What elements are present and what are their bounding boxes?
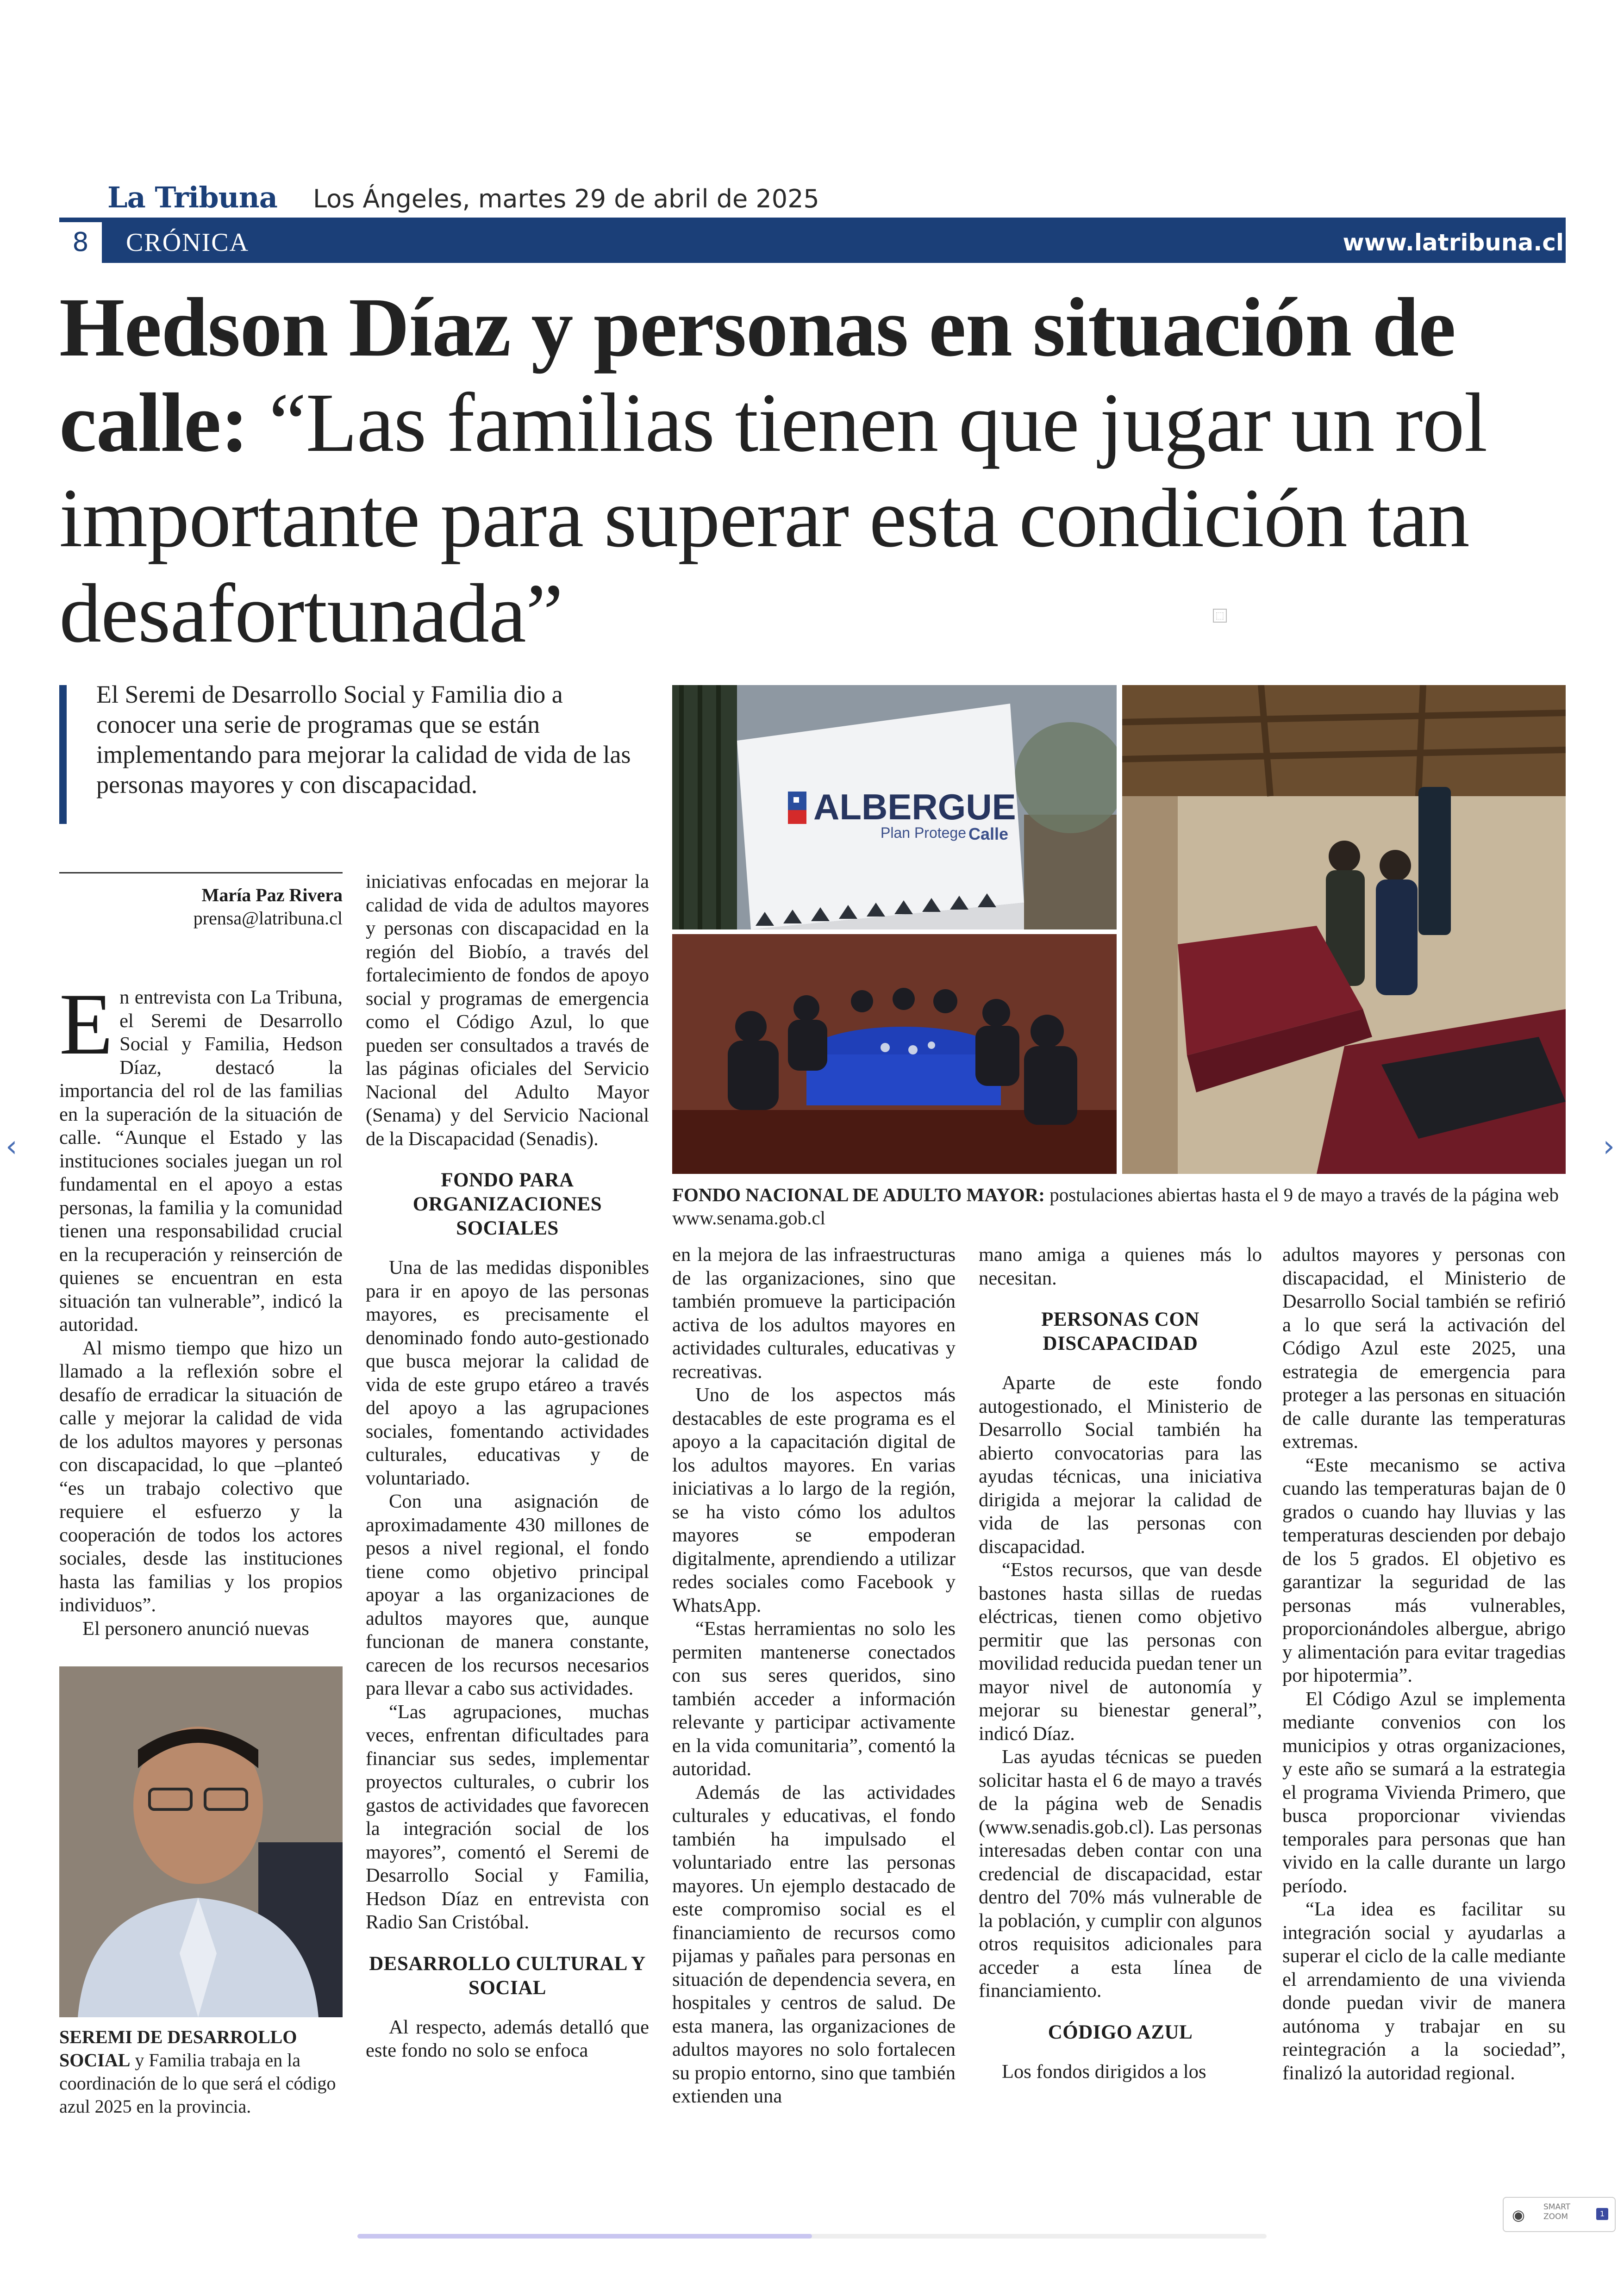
body-paragraph: Aparte de este fondo autogestionado, el Ministerio de Desarrollo Social también ha abierto convocatorias para las ayudas técnicas, una iniciativa dirigida a mejorar la calidad de vida de las personas con discapacidad. [979, 1372, 1262, 1558]
byline-email[interactable]: prensa@latribuna.cl [193, 908, 343, 929]
room-illustration [1122, 685, 1566, 1174]
body-paragraph: Uno de los aspectos más destacables de este programa es el apoyo a la capacitación digital de los adultos mayores. En varias iniciativas a lo largo de la región, se ha visto cómo los adultos mayores se empoderan digitalmente, aprendiendo a utilizar redes sociales como Facebook y WhatsApp. [672, 1384, 956, 1616]
body-column-3 [672, 1243, 956, 2108]
body-paragraph: Con una asignación de aproximadamente 430 millones de pesos a nivel regional, el fondo tiene como objetivo principal apoyar a las organizaciones de adultos mayores que, aunque funcionan de manera constante, carecen de los recursos necesarios para llevar a cabo sus actividades. [366, 1491, 649, 1699]
subhead-personas-discapacidad: PERSONAS CON DISCAPACIDAD [1041, 1309, 1199, 1354]
body-paragraph: “La idea es facilitar su integración social y ayudarlas a superar el ciclo de la calle mediante el arrendamiento de una vivienda donde puedan vivir de manera autónoma y trabajar en su reintegración a la sociedad”, finalizó la autoridad regional. [1282, 1898, 1566, 2084]
headline [59, 280, 1566, 661]
subhead-codigo-azul: CÓDIGO AZUL [1048, 2021, 1193, 2043]
body-column-4 [979, 1243, 1262, 2083]
eye-icon: ◉ [1512, 2206, 1525, 2224]
website-url: www.latribuna.cl [1343, 229, 1564, 256]
body-paragraph: en la mejora de las infraestructuras de las organizaciones, sino que también promueve la participación activa de los adultos mayores en actividades culturales, educativas y recreativas. [672, 1244, 956, 1383]
body-column-5 [1282, 1243, 1566, 2085]
portrait-caption-text: y Familia trabaja en la coordinación de lo que será el código azul 2025 en la provincia. [59, 2050, 336, 2117]
subhead-fondo-organizaciones: FONDO PARA ORGANIZACIONES SOCIALES [412, 1169, 602, 1239]
smart-zoom-label: SMART ZOOM [1543, 2202, 1571, 2221]
headline-quote: “Las familias tienen que jugar un rol importante para superar esta condición tan desafortunada” [59, 376, 1487, 660]
sign-subtitle: Plan Protege [881, 824, 967, 841]
albergue-illustration [672, 685, 1117, 929]
section-bar [59, 222, 1566, 263]
chevron-right-icon[interactable]: › [1603, 1129, 1615, 1164]
chevron-left-icon[interactable]: ‹ [6, 1129, 18, 1164]
newspaper-logo: La Tribuna [107, 181, 277, 214]
lead-paragraph: El Seremi de Desarrollo Social y Familia dio a conocer una serie de programas que se están implementando para mejorar la calidad de vida de las personas mayores y con discapacidad. [96, 680, 631, 798]
page-number: 8 [59, 222, 102, 263]
body-paragraph: Al mismo tiempo que hizo un llamado a la reflexión sobre el desafío de erradicar la situación de calle y mejorar la calidad de vida de los adultos mayores y personas con discapacidad, lo que –planteó “es un trabajo colectivo que requiere el esfuerzo y la cooperación de todos los actores sociales, desde las instituciones hasta las familias y los propios individuos”. [59, 1337, 343, 1616]
photo-meeting [672, 934, 1117, 1174]
section-name: CRÓNICA [126, 228, 250, 257]
byline-name: María Paz Rivera [201, 885, 343, 905]
subhead-desarrollo-cultural: DESARROLLO CULTURAL Y SOCIAL [369, 1952, 646, 1999]
smart-zoom-badge: 1 [1596, 2208, 1608, 2220]
photo-albergue-sign [672, 685, 1117, 929]
anchor-icon: ⬚ [1213, 609, 1227, 623]
headline-bold: Hedson Díaz y personas en situación de calle: [59, 281, 1455, 469]
sign-title: ALBERGUE [813, 786, 1016, 827]
portrait-illustration [59, 1666, 343, 2017]
body-paragraph: adultos mayores y personas con discapacidad, el Ministerio de Desarrollo Social también se refirió a lo que será la activación del Código Azul este 2025, una estrategia de emergencia para proteger a las personas en situación de calle durante las temperaturas extremas. [1282, 1244, 1566, 1453]
body-paragraph: “Estas herramientas no solo les permiten mantenerse conectados con sus seres queridos, sino también acceder a información relevante y participar activamente en la vida comunitaria”, comentó la autoridad. [672, 1618, 956, 1780]
body-paragraph: El Código Azul se implementa mediante convenios con los municipios y otras organizaciones, y este año se sumará a la estrategia el programa Vivienda Primero, que busca proporcionar viviendas temporales para personas que han vivido en la calle durante un largo período. [1282, 1688, 1566, 1897]
body-column-2 [366, 870, 649, 2063]
body-paragraph: mano amiga a quienes más lo necesitan. [979, 1244, 1262, 1289]
body-paragraph: En entrevista con La Tribuna, el Seremi de Desarrollo Social y Familia, Hedson Díaz, destacó la importancia del rol de las familias en la superación de la situación de calle. “Aunque el Estado y las instituciones sociales juegan un rol fundamental en el apoyo a estas personas, la familia y la comunidad tienen una responsabilidad crucial en la recuperación y reinserción de quienes se encuentran en esta situación tan vulnerable”, indicó la autoridad. [59, 976, 343, 1335]
photo-shelter-room [1122, 685, 1566, 1174]
sign-subtitle-bold: Calle [968, 824, 1009, 843]
body-paragraph: Al respecto, además detalló que este fondo no solo se enfoca [366, 2016, 649, 2061]
byline-rule [59, 872, 343, 873]
page-progress-fill [357, 2234, 812, 2239]
portrait-caption-bold: SEREMI DE DESARROLLO SOCIAL [59, 2027, 297, 2070]
drop-cap: E [59, 976, 113, 1073]
body-paragraph: El personero anunció nuevas [82, 1617, 309, 1640]
dateline: Los Ángeles, martes 29 de abril de 2025 [313, 184, 819, 213]
body-paragraph: Los fondos dirigidos a los [1002, 2060, 1206, 2083]
body-paragraph: “Las agrupaciones, muchas veces, enfrentan dificultades para financiar sus sedes, implementar proyectos culturales, o cubrir los gastos de actividades que favorecen la integración social de los mayores”, comentó el Seremi de Desarrollo Social y Familia, Hedson Díaz en entrevista con Radio San Cristóbal. [366, 1701, 649, 1933]
lead-accent-bar [59, 685, 67, 824]
body-paragraph: “Estos recursos, que van desde bastones hasta sillas de ruedas eléctricas, tienen como objetivo permitir que las personas con movilidad reducida puedan tener un mayor nivel de autonomía y mejorar su bienestar general”, indicó Díaz. [979, 1559, 1262, 1745]
photo-portrait-seremi [59, 1666, 343, 2017]
photo-caption [672, 1183, 1566, 1229]
body-paragraph: Las ayudas técnicas se pueden solicitar hasta el 6 de mayo a través de la página web de Senadis (www.senadis.gob.cl). Las personas interesadas deben contar con una credencial de discapacidad, estar dentro del 70% más vulnerable de la población, y cumplir con algunos otros requisitos adicionales para acceder a esta línea de financiamiento. [979, 1746, 1262, 2002]
body-paragraph: “Este mecanismo se activa cuando las temperaturas bajan de 0 grados o cuando hay lluvias y las temperaturas descienden por debajo de los 5 grados. El objetivo es garantizar la seguridad de las personas más vulnerables, proporcionándoles albergue, abrigo y alimentación para evitar tragedias por hipotermia”. [1282, 1454, 1566, 1686]
photo-caption-text: postulaciones abiertas hasta el 9 de mayo a través de la página web www.senama.gob.cl [672, 1184, 1559, 1229]
meeting-illustration [672, 934, 1117, 1174]
portrait-caption [59, 2026, 343, 2118]
body-column-1 [59, 976, 343, 1640]
masthead-rule [59, 218, 1566, 222]
photo-caption-bold: FONDO NACIONAL DE ADULTO MAYOR: [672, 1184, 1045, 1205]
smart-zoom-button[interactable] [1503, 2197, 1616, 2232]
body-paragraph: Además de las actividades culturales y educativas, el fondo también ha impulsado el voluntariado entre las personas mayores. Un ejemplo destacado de este compromiso social es el financiamiento de recursos como pijamas y pañales para personas en situación de dependencia severa, en hospitales y centros de salud. De esta manera, las organizaciones de adultos mayores no solo fortalecen su propio entorno, sino que también extienden una [672, 1781, 956, 2107]
body-paragraph: Una de las medidas disponibles para ir en apoyo de las personas mayores, es precisamente el denominado fondo auto-gestionado que busca mejorar la calidad de vida de este grupo etáreo a través del apoyo a las agrupaciones sociales, fomentando actividades culturales, educativas y de voluntariado. [366, 1257, 649, 1489]
body-paragraph: iniciativas enfocadas en mejorar la calidad de vida de adultos mayores y personas con discapacidad en la región del Biobío, a través del fortalecimiento de fondos de apoyo social y programas de emergencia como el Código Azul, lo que pueden ser consultados a través de las páginas oficiales del Servicio Nacional del Adulto Mayor (Senama) y del Servicio Nacional de la Discapacidad (Senadis). [366, 871, 649, 1150]
